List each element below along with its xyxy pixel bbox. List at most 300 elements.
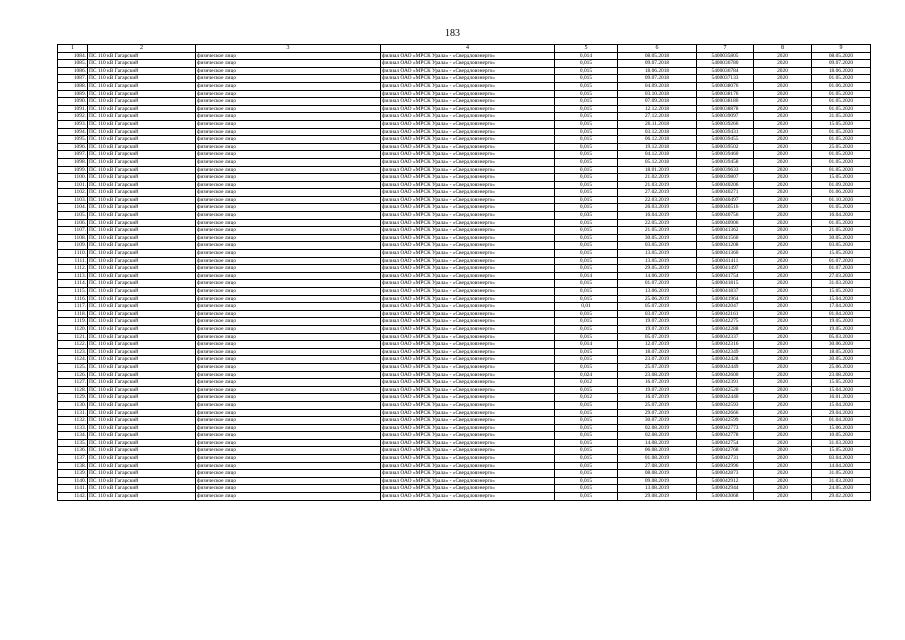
row-number: 1110. bbox=[58, 250, 88, 258]
row-number: 1142. bbox=[58, 493, 88, 501]
table-row bbox=[58, 250, 871, 258]
capacity-cell: 0,015 bbox=[555, 318, 618, 326]
table-row bbox=[58, 151, 871, 159]
contract-date-cell: 26.11.2018 bbox=[618, 120, 697, 128]
applicant-cell: физическое лицо bbox=[196, 158, 381, 166]
applicant-cell: физическое лицо bbox=[196, 105, 381, 113]
contract-number-cell: 5400043068 bbox=[697, 493, 754, 501]
year-cell: 2020 bbox=[754, 341, 812, 349]
table-row bbox=[58, 325, 871, 333]
row-number: 1099. bbox=[58, 166, 88, 174]
contract-number-cell: 5400042600 bbox=[697, 371, 754, 379]
grid-organization-cell: филиал ОАО «МРСК Урала» - «Свердловэнерго» bbox=[381, 462, 555, 470]
contract-number-cell: 5400042428 bbox=[697, 356, 754, 364]
contract-number-cell: 5400042349 bbox=[697, 348, 754, 356]
substation-cell: ПС 110 кВ Гагарский bbox=[88, 105, 196, 113]
row-number: 1091. bbox=[58, 105, 88, 113]
row-number: 1126. bbox=[58, 371, 88, 379]
capacity-cell: 0,012 bbox=[555, 379, 618, 387]
year-cell: 2020 bbox=[754, 151, 812, 159]
capacity-cell: 0,015 bbox=[555, 455, 618, 463]
year-cell: 2020 bbox=[754, 75, 812, 83]
applicant-cell: физическое лицо bbox=[196, 136, 381, 144]
grid-organization-cell: филиал ОАО «МРСК Урала» - «Свердловэнерго» bbox=[381, 60, 555, 68]
contract-date-cell: 05.07.2019 bbox=[618, 303, 697, 311]
row-number: 1137. bbox=[58, 455, 88, 463]
year-cell: 2020 bbox=[754, 90, 812, 98]
capacity-cell: 0,015 bbox=[555, 401, 618, 409]
applicant-cell: физическое лицо bbox=[196, 432, 381, 440]
year-cell: 2020 bbox=[754, 485, 812, 493]
contract-number-cell: 5400042773 bbox=[697, 424, 754, 432]
applicant-cell: физическое лицо bbox=[196, 394, 381, 402]
deadline-cell: 15.04.2020 bbox=[812, 386, 871, 394]
contract-number-cell: 5400037133 bbox=[697, 75, 754, 83]
deadline-cell: 01.05.2020 bbox=[812, 204, 871, 212]
deadline-cell: 25.05.2020 bbox=[812, 143, 871, 151]
substation-cell: ПС 110 кВ Гагарский bbox=[88, 470, 196, 478]
substation-cell: ПС 110 кВ Гагарский bbox=[88, 82, 196, 90]
contract-number-cell: 5400041497 bbox=[697, 265, 754, 273]
table-row bbox=[58, 356, 871, 364]
substation-cell: ПС 110 кВ Гагарский bbox=[88, 371, 196, 379]
substation-cell: ПС 110 кВ Гагарский bbox=[88, 128, 196, 136]
grid-organization-cell: филиал ОАО «МРСК Урала» - «Свердловэнерго» bbox=[381, 447, 555, 455]
contract-date-cell: 23.08.2019 bbox=[618, 371, 697, 379]
capacity-cell: 0,015 bbox=[555, 363, 618, 371]
table-row bbox=[58, 257, 871, 265]
substation-cell: ПС 110 кВ Гагарский bbox=[88, 234, 196, 242]
row-number: 1103. bbox=[58, 196, 88, 204]
deadline-cell: 15.05.2020 bbox=[812, 174, 871, 182]
substation-cell: ПС 110 кВ Гагарский bbox=[88, 303, 196, 311]
row-number: 1136. bbox=[58, 447, 88, 455]
capacity-cell: 0,015 bbox=[555, 143, 618, 151]
deadline-cell: 30.06.2020 bbox=[812, 341, 871, 349]
substation-cell: ПС 110 кВ Гагарский bbox=[88, 439, 196, 447]
deadline-cell: 01.09.2020 bbox=[812, 181, 871, 189]
table-row bbox=[58, 174, 871, 182]
substation-cell: ПС 110 кВ Гагарский bbox=[88, 341, 196, 349]
row-number: 1135. bbox=[58, 439, 88, 447]
row-number: 1129. bbox=[58, 394, 88, 402]
table-row bbox=[58, 181, 871, 189]
deadline-cell: 15.04.2020 bbox=[812, 295, 871, 303]
substation-cell: ПС 110 кВ Гагарский bbox=[88, 417, 196, 425]
contract-number-cell: 5400041837 bbox=[697, 288, 754, 296]
contract-date-cell: 16.04.2019 bbox=[618, 212, 697, 220]
contract-number-cell: 5400041362 bbox=[697, 227, 754, 235]
row-number: 1122. bbox=[58, 341, 88, 349]
table-row bbox=[58, 128, 871, 136]
substation-cell: ПС 110 кВ Гагарский bbox=[88, 257, 196, 265]
deadline-cell: 25.06.2020 bbox=[812, 363, 871, 371]
substation-cell: ПС 110 кВ Гагарский bbox=[88, 212, 196, 220]
grid-organization-cell: филиал ОАО «МРСК Урала» - «Свердловэнерго» bbox=[381, 485, 555, 493]
table-row bbox=[58, 401, 871, 409]
substation-cell: ПС 110 кВ Гагарский bbox=[88, 288, 196, 296]
year-cell: 2020 bbox=[754, 166, 812, 174]
contract-date-cell: 23.07.2019 bbox=[618, 356, 697, 364]
contract-date-cell: 18.01.2019 bbox=[618, 166, 697, 174]
contract-number-cell: 5400042288 bbox=[697, 325, 754, 333]
deadline-cell: 31.03.2020 bbox=[812, 280, 871, 288]
contract-number-cell: 5400036780 bbox=[697, 60, 754, 68]
deadline-cell: 19.05.2020 bbox=[812, 318, 871, 326]
contract-number-cell: 5400042440 bbox=[697, 394, 754, 402]
contract-number-cell: 5400042449 bbox=[697, 363, 754, 371]
deadline-cell: 01.04.2020 bbox=[812, 310, 871, 318]
table-row bbox=[58, 424, 871, 432]
contract-number-cell: 5400042391 bbox=[697, 379, 754, 387]
applicant-cell: физическое лицо bbox=[196, 493, 381, 501]
year-cell: 2020 bbox=[754, 250, 812, 258]
substation-cell: ПС 110 кВ Гагарский bbox=[88, 158, 196, 166]
contract-number-cell: 5400040206 bbox=[697, 181, 754, 189]
row-number: 1141. bbox=[58, 485, 88, 493]
year-cell: 2020 bbox=[754, 288, 812, 296]
year-cell: 2020 bbox=[754, 310, 812, 318]
deadline-cell: 01.05.2020 bbox=[812, 151, 871, 159]
table-row bbox=[58, 417, 871, 425]
deadline-cell: 05.03.2020 bbox=[812, 333, 871, 341]
grid-organization-cell: филиал ОАО «МРСК Урала» - «Свердловэнерго» bbox=[381, 242, 555, 250]
year-cell: 2020 bbox=[754, 234, 812, 242]
substation-cell: ПС 110 кВ Гагарский bbox=[88, 204, 196, 212]
substation-cell: ПС 110 кВ Гагарский bbox=[88, 325, 196, 333]
table-body bbox=[58, 45, 871, 501]
substation-cell: ПС 110 кВ Гагарский bbox=[88, 67, 196, 75]
contract-date-cell: 16.07.2019 bbox=[618, 379, 697, 387]
deadline-cell: 01.06.2020 bbox=[812, 189, 871, 197]
capacity-cell: 0,014 bbox=[555, 52, 618, 60]
contract-number-cell: 5400039502 bbox=[697, 143, 754, 151]
substation-cell: ПС 110 кВ Гагарский bbox=[88, 447, 196, 455]
grid-organization-cell: филиал ОАО «МРСК Урала» - «Свердловэнерго» bbox=[381, 303, 555, 311]
table-row bbox=[58, 67, 871, 75]
contract-date-cell: 29.07.2019 bbox=[618, 409, 697, 417]
deadline-cell: 01.04.2020 bbox=[812, 417, 871, 425]
capacity-cell: 0,015 bbox=[555, 242, 618, 250]
grid-organization-cell: филиал ОАО «МРСК Урала» - «Свердловэнерго» bbox=[381, 265, 555, 273]
contract-number-cell: 5400042754 bbox=[697, 439, 754, 447]
contract-number-cell: 5400039097 bbox=[697, 113, 754, 121]
contract-date-cell: 01.07.2019 bbox=[618, 280, 697, 288]
contract-date-cell: 14.06.2019 bbox=[618, 272, 697, 280]
capacity-cell: 0,015 bbox=[555, 250, 618, 258]
applicant-cell: физическое лицо bbox=[196, 60, 381, 68]
applicant-cell: физическое лицо bbox=[196, 90, 381, 98]
contract-date-cell: 19.07.2019 bbox=[618, 325, 697, 333]
substation-cell: ПС 110 кВ Гагарский bbox=[88, 356, 196, 364]
applicant-cell: физическое лицо bbox=[196, 166, 381, 174]
year-cell: 2020 bbox=[754, 303, 812, 311]
capacity-cell: 0,015 bbox=[555, 60, 618, 68]
capacity-cell: 0,015 bbox=[555, 409, 618, 417]
grid-organization-cell: филиал ОАО «МРСК Урала» - «Свердловэнерго» bbox=[381, 310, 555, 318]
capacity-cell: 0,015 bbox=[555, 204, 618, 212]
capacity-cell: 0,015 bbox=[555, 82, 618, 90]
table-row bbox=[58, 379, 871, 387]
deadline-cell: 31.03.2020 bbox=[812, 477, 871, 485]
deadline-cell: 21.05.2020 bbox=[812, 227, 871, 235]
contract-number-cell: 5400039460 bbox=[697, 151, 754, 159]
contract-date-cell: 19.07.2019 bbox=[618, 386, 697, 394]
deadline-cell: 24.05.2020 bbox=[812, 485, 871, 493]
row-number: 1094. bbox=[58, 128, 88, 136]
contract-date-cell: 19.07.2019 bbox=[618, 318, 697, 326]
deadline-cell: 18.05.2020 bbox=[812, 348, 871, 356]
contract-date-cell: 18.06.2018 bbox=[618, 67, 697, 75]
contract-number-cell: 5400042047 bbox=[697, 303, 754, 311]
contract-date-cell: 27.12.2018 bbox=[618, 113, 697, 121]
contract-number-cell: 5400039266 bbox=[697, 120, 754, 128]
year-cell: 2020 bbox=[754, 52, 812, 60]
row-number: 1125. bbox=[58, 363, 88, 371]
capacity-cell: 0,015 bbox=[555, 310, 618, 318]
contract-date-cell: 09.07.2018 bbox=[618, 75, 697, 83]
capacity-cell: 0,015 bbox=[555, 67, 618, 75]
table-row bbox=[58, 310, 871, 318]
year-cell: 2020 bbox=[754, 219, 812, 227]
grid-organization-cell: филиал ОАО «МРСК Урала» - «Свердловэнерго» bbox=[381, 439, 555, 447]
substation-cell: ПС 110 кВ Гагарский bbox=[88, 280, 196, 288]
grid-organization-cell: филиал ОАО «МРСК Урала» - «Свердловэнерго» bbox=[381, 82, 555, 90]
capacity-cell: 0,015 bbox=[555, 477, 618, 485]
table-row bbox=[58, 98, 871, 106]
substation-cell: ПС 110 кВ Гагарский bbox=[88, 379, 196, 387]
grid-organization-cell: филиал ОАО «МРСК Урала» - «Свердловэнерго» bbox=[381, 219, 555, 227]
year-cell: 2020 bbox=[754, 447, 812, 455]
applicant-cell: физическое лицо bbox=[196, 348, 381, 356]
row-number: 1119. bbox=[58, 318, 88, 326]
capacity-cell: 0,015 bbox=[555, 166, 618, 174]
row-number: 1116. bbox=[58, 295, 88, 303]
year-cell: 2020 bbox=[754, 265, 812, 273]
row-number: 1088. bbox=[58, 82, 88, 90]
substation-cell: ПС 110 кВ Гагарский bbox=[88, 295, 196, 303]
substation-cell: ПС 110 кВ Гагарский bbox=[88, 432, 196, 440]
substation-cell: ПС 110 кВ Гагарский bbox=[88, 136, 196, 144]
applicant-cell: физическое лицо bbox=[196, 128, 381, 136]
substation-cell: ПС 110 кВ Гагарский bbox=[88, 181, 196, 189]
grid-organization-cell: филиал ОАО «МРСК Урала» - «Свердловэнерго» bbox=[381, 204, 555, 212]
capacity-cell: 0,015 bbox=[555, 424, 618, 432]
table-row bbox=[58, 363, 871, 371]
contract-number-cell: 5400042768 bbox=[697, 447, 754, 455]
column-number: 2 bbox=[88, 45, 196, 53]
grid-organization-cell: филиал ОАО «МРСК Урала» - «Свердловэнерго» bbox=[381, 212, 555, 220]
applicant-cell: физическое лицо bbox=[196, 409, 381, 417]
row-number: 1140. bbox=[58, 477, 88, 485]
grid-organization-cell: филиал ОАО «МРСК Урала» - «Свердловэнерго» bbox=[381, 493, 555, 501]
applicant-cell: физическое лицо bbox=[196, 288, 381, 296]
contract-number-cell: 5400042666 bbox=[697, 409, 754, 417]
capacity-cell: 0,015 bbox=[555, 113, 618, 121]
contract-date-cell: 04.12.2018 bbox=[618, 151, 697, 159]
applicant-cell: физическое лицо bbox=[196, 204, 381, 212]
table-row bbox=[58, 295, 871, 303]
row-number: 1115. bbox=[58, 288, 88, 296]
grid-organization-cell: филиал ОАО «МРСК Урала» - «Свердловэнерго» bbox=[381, 394, 555, 402]
capacity-cell: 0,015 bbox=[555, 356, 618, 364]
applicant-cell: физическое лицо bbox=[196, 234, 381, 242]
row-number: 1097. bbox=[58, 151, 88, 159]
table-row bbox=[58, 409, 871, 417]
table-row bbox=[58, 265, 871, 273]
grid-organization-cell: филиал ОАО «МРСК Урала» - «Свердловэнерго» bbox=[381, 470, 555, 478]
substation-cell: ПС 110 кВ Гагарский bbox=[88, 272, 196, 280]
grid-organization-cell: филиал ОАО «МРСК Урала» - «Свердловэнерго» bbox=[381, 318, 555, 326]
contract-date-cell: 13.05.2019 bbox=[618, 250, 697, 258]
contract-date-cell: 16.07.2019 bbox=[618, 394, 697, 402]
year-cell: 2020 bbox=[754, 60, 812, 68]
capacity-cell: 0,014 bbox=[555, 272, 618, 280]
column-number: 6 bbox=[618, 45, 697, 53]
table-row bbox=[58, 227, 871, 235]
table-row bbox=[58, 75, 871, 83]
capacity-cell: 0,015 bbox=[555, 219, 618, 227]
row-number: 1102. bbox=[58, 189, 88, 197]
deadline-cell: 01.05.2020 bbox=[812, 166, 871, 174]
contract-number-cell: 5400041411 bbox=[697, 257, 754, 265]
capacity-cell: 0,015 bbox=[555, 265, 618, 273]
row-number: 1130. bbox=[58, 401, 88, 409]
year-cell: 2020 bbox=[754, 98, 812, 106]
grid-organization-cell: филиал ОАО «МРСК Урала» - «Свердловэнерго» bbox=[381, 333, 555, 341]
contract-number-cell: 5400042996 bbox=[697, 462, 754, 470]
capacity-cell: 0,015 bbox=[555, 432, 618, 440]
table-row bbox=[58, 52, 871, 60]
row-number: 1123. bbox=[58, 348, 88, 356]
deadline-cell: 31.03.2020 bbox=[812, 439, 871, 447]
table-row bbox=[58, 113, 871, 121]
substation-cell: ПС 110 кВ Гагарский bbox=[88, 401, 196, 409]
row-number: 1132. bbox=[58, 417, 88, 425]
year-cell: 2020 bbox=[754, 348, 812, 356]
applicant-cell: физическое лицо bbox=[196, 371, 381, 379]
year-cell: 2020 bbox=[754, 272, 812, 280]
contract-number-cell: 5400042912 bbox=[697, 477, 754, 485]
applicant-cell: физическое лицо bbox=[196, 462, 381, 470]
year-cell: 2020 bbox=[754, 158, 812, 166]
table-row bbox=[58, 439, 871, 447]
substation-cell: ПС 110 кВ Гагарский bbox=[88, 75, 196, 83]
contract-number-cell: 5400042337 bbox=[697, 333, 754, 341]
column-number: 7 bbox=[697, 45, 754, 53]
table-row bbox=[58, 493, 871, 501]
table-row bbox=[58, 82, 871, 90]
contract-number-cell: 5400039458 bbox=[697, 158, 754, 166]
applicant-cell: физическое лицо bbox=[196, 280, 381, 288]
year-cell: 2020 bbox=[754, 477, 812, 485]
contract-number-cell: 5400041964 bbox=[697, 295, 754, 303]
year-cell: 2020 bbox=[754, 470, 812, 478]
row-number: 1111. bbox=[58, 257, 88, 265]
year-cell: 2020 bbox=[754, 295, 812, 303]
grid-organization-cell: филиал ОАО «МРСК Урала» - «Свердловэнерго» bbox=[381, 341, 555, 349]
column-number: 5 bbox=[555, 45, 618, 53]
capacity-cell: 0,015 bbox=[555, 174, 618, 182]
contract-date-cell: 13.05.2019 bbox=[618, 257, 697, 265]
capacity-cell: 0,014 bbox=[555, 341, 618, 349]
column-number: 4 bbox=[381, 45, 555, 53]
deadline-cell: 27.03.2020 bbox=[812, 272, 871, 280]
row-number: 1120. bbox=[58, 325, 88, 333]
contract-date-cell: 27.02.2019 bbox=[618, 189, 697, 197]
table-row bbox=[58, 462, 871, 470]
year-cell: 2020 bbox=[754, 409, 812, 417]
capacity-cell: 0,015 bbox=[555, 485, 618, 493]
applicant-cell: физическое лицо bbox=[196, 310, 381, 318]
substation-cell: ПС 110 кВ Гагарский bbox=[88, 143, 196, 151]
substation-cell: ПС 110 кВ Гагарский bbox=[88, 409, 196, 417]
year-cell: 2020 bbox=[754, 356, 812, 364]
row-number: 1133. bbox=[58, 424, 88, 432]
capacity-cell: 0,015 bbox=[555, 439, 618, 447]
substation-cell: ПС 110 кВ Гагарский bbox=[88, 174, 196, 182]
column-number: 8 bbox=[754, 45, 812, 53]
substation-cell: ПС 110 кВ Гагарский bbox=[88, 310, 196, 318]
grid-organization-cell: филиал ОАО «МРСК Урала» - «Свердловэнерго» bbox=[381, 325, 555, 333]
grid-organization-cell: филиал ОАО «МРСК Урала» - «Свердловэнерго» bbox=[381, 477, 555, 485]
substation-cell: ПС 110 кВ Гагарский bbox=[88, 166, 196, 174]
grid-organization-cell: филиал ОАО «МРСК Урала» - «Свердловэнерго» bbox=[381, 166, 555, 174]
contract-date-cell: 18.07.2019 bbox=[618, 348, 697, 356]
applicant-cell: физическое лицо bbox=[196, 151, 381, 159]
deadline-cell: 10.05.2020 bbox=[812, 432, 871, 440]
capacity-cell: 0,015 bbox=[555, 75, 618, 83]
year-cell: 2020 bbox=[754, 455, 812, 463]
column-number: 3 bbox=[196, 45, 381, 53]
substation-cell: ПС 110 кВ Гагарский bbox=[88, 386, 196, 394]
capacity-cell: 0,015 bbox=[555, 136, 618, 144]
grid-organization-cell: филиал ОАО «МРСК Урала» - «Свердловэнерго» bbox=[381, 120, 555, 128]
deadline-cell: 30.05.2020 bbox=[812, 356, 871, 364]
contract-date-cell: 30.07.2019 bbox=[618, 417, 697, 425]
row-number: 1117. bbox=[58, 303, 88, 311]
deadline-cell: 01.06.2020 bbox=[812, 82, 871, 90]
row-number: 1093. bbox=[58, 120, 88, 128]
capacity-cell: 0,015 bbox=[555, 333, 618, 341]
capacity-cell: 0,01 bbox=[555, 303, 618, 311]
capacity-cell: 0,015 bbox=[555, 470, 618, 478]
row-number: 1134. bbox=[58, 432, 88, 440]
capacity-cell: 0,015 bbox=[555, 417, 618, 425]
year-cell: 2020 bbox=[754, 257, 812, 265]
contract-date-cell: 19.12.2018 bbox=[618, 143, 697, 151]
table-row bbox=[58, 432, 871, 440]
table-row bbox=[58, 242, 871, 250]
applicant-cell: физическое лицо bbox=[196, 424, 381, 432]
row-number: 1124. bbox=[58, 356, 88, 364]
deadline-cell: 01.05.2020 bbox=[812, 90, 871, 98]
grid-organization-cell: филиал ОАО «МРСК Урала» - «Свердловэнерго» bbox=[381, 181, 555, 189]
substation-cell: ПС 110 кВ Гагарский bbox=[88, 265, 196, 273]
contract-date-cell: 06.08.2019 bbox=[618, 447, 697, 455]
applicant-cell: физическое лицо bbox=[196, 485, 381, 493]
substation-cell: ПС 110 кВ Гагарский bbox=[88, 477, 196, 485]
contract-number-cell: 5400042161 bbox=[697, 310, 754, 318]
row-number: 1084. bbox=[58, 52, 88, 60]
contract-date-cell: 21.05.2019 bbox=[618, 227, 697, 235]
applicant-cell: физическое лицо bbox=[196, 212, 381, 220]
row-number: 1087. bbox=[58, 75, 88, 83]
contract-date-cell: 29.08.2019 bbox=[618, 493, 697, 501]
year-cell: 2020 bbox=[754, 212, 812, 220]
contract-date-cell: 09.07.2018 bbox=[618, 60, 697, 68]
column-number-row bbox=[58, 45, 871, 53]
